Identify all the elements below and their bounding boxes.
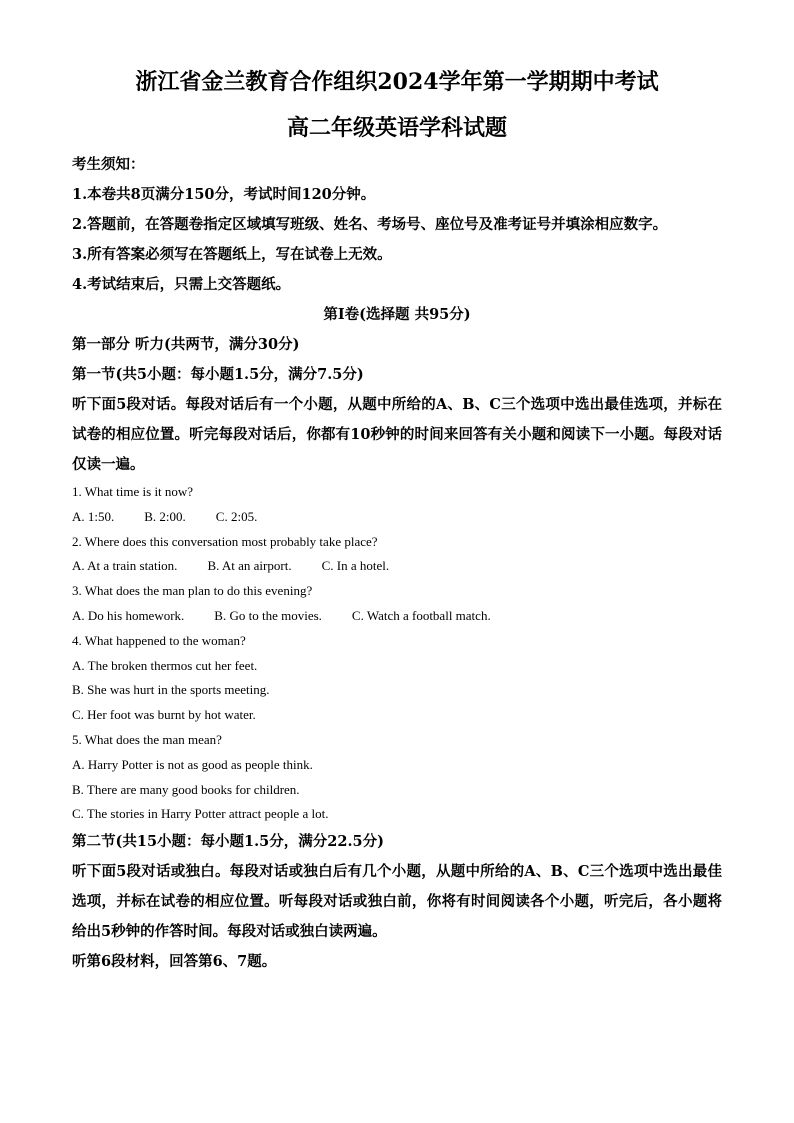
question-stem: 5. What does the man mean? <box>72 731 222 747</box>
question-options <box>72 604 722 629</box>
section1-instructions: 听下面5段对话。每段对话后有一个小题，从题中所给的A、B、C三个选项中选出最佳选项，并标在试卷的相应位置。听完每段对话后，你都有10秒钟的时间来回答有关小题和阅读下一小题。每段对话仅读一遍。 <box>72 396 722 473</box>
option-c: C. 2:05. <box>215 508 258 524</box>
option-c: C. The stories in Harry Potter attract people a lot. <box>72 806 329 822</box>
notice-item: 3.所有答案必须写在答题纸上，写在试卷上无效。 <box>72 246 392 263</box>
option-c: C. Watch a football match. <box>351 607 491 623</box>
question-stem: 3. What does the man plan to do this evening? <box>72 583 313 599</box>
exam-page <box>72 60 722 977</box>
question-stem: 1. What time is it now? <box>72 484 194 499</box>
option-b: B. 2:00. <box>144 508 186 524</box>
option-b: B. At an airport. <box>207 558 292 574</box>
option-a: A. At a train station. <box>72 558 178 574</box>
section2-title: 第二节(共15小题：每小题1.5分，满分22.5分) <box>72 833 384 851</box>
exam-subtitle: 高二年级英语学科试题 <box>286 115 507 141</box>
option-b: B. She was hurt in the sports meeting. <box>72 682 270 698</box>
section2-sub-instruction: 听第6段材料，回答第6、7题。 <box>72 953 277 971</box>
option-c: C. In a hotel. <box>321 558 390 574</box>
option-b: B. Go to the movies. <box>214 607 322 623</box>
notice-heading: 考生须知： <box>72 156 145 173</box>
option-c: C. Her foot was burnt by hot water. <box>72 707 256 723</box>
notice-item: 4.考试结束后，只需上交答题纸。 <box>72 276 291 293</box>
question-list <box>72 480 722 827</box>
candidate-notice <box>72 150 722 300</box>
option-a: A. The broken thermos cut her feet. <box>72 657 258 673</box>
volume-title: 第Ⅰ卷(选择题 共95分) <box>323 306 471 323</box>
question-stem: 4. What happened to the woman? <box>72 632 246 648</box>
notice-item: 2.答题前，在答题卷指定区域填写班级、姓名、考场号、座位号及准考证号并填涂相应数字。 <box>72 216 668 233</box>
option-a: A. Do his homework. <box>72 607 185 623</box>
section1-title: 第一节(共5小题：每小题1.5分，满分7.5分) <box>72 366 364 383</box>
option-a: A. Harry Potter is not as good as people think. <box>72 756 313 772</box>
exam-title: 浙江省金兰教育合作组织2024学年第一学期期中考试 <box>135 69 659 95</box>
option-a: A. 1:50. <box>72 508 115 524</box>
question-options <box>72 554 722 579</box>
section2-instructions: 听下面5段对话或独白。每段对话或独白后有几个小题，从题中所给的A、B、C三个选项中选出最佳选项，并标在试卷的相应位置。听每段对话或独白前，你将有时间阅读各个小题，听完后，各小题将给出5秒钟的作答时间。每段对话或独白读两遍。 <box>72 863 722 941</box>
part1-title: 第一部分 听力(共两节，满分30分) <box>72 336 300 353</box>
question-stem: 2. Where does this conversation most probably take place? <box>72 533 378 549</box>
notice-item: 1.本卷共8页满分150分，考试时间120分钟。 <box>72 186 376 203</box>
option-b: B. There are many good books for children. <box>72 781 300 797</box>
question-options <box>72 505 722 530</box>
